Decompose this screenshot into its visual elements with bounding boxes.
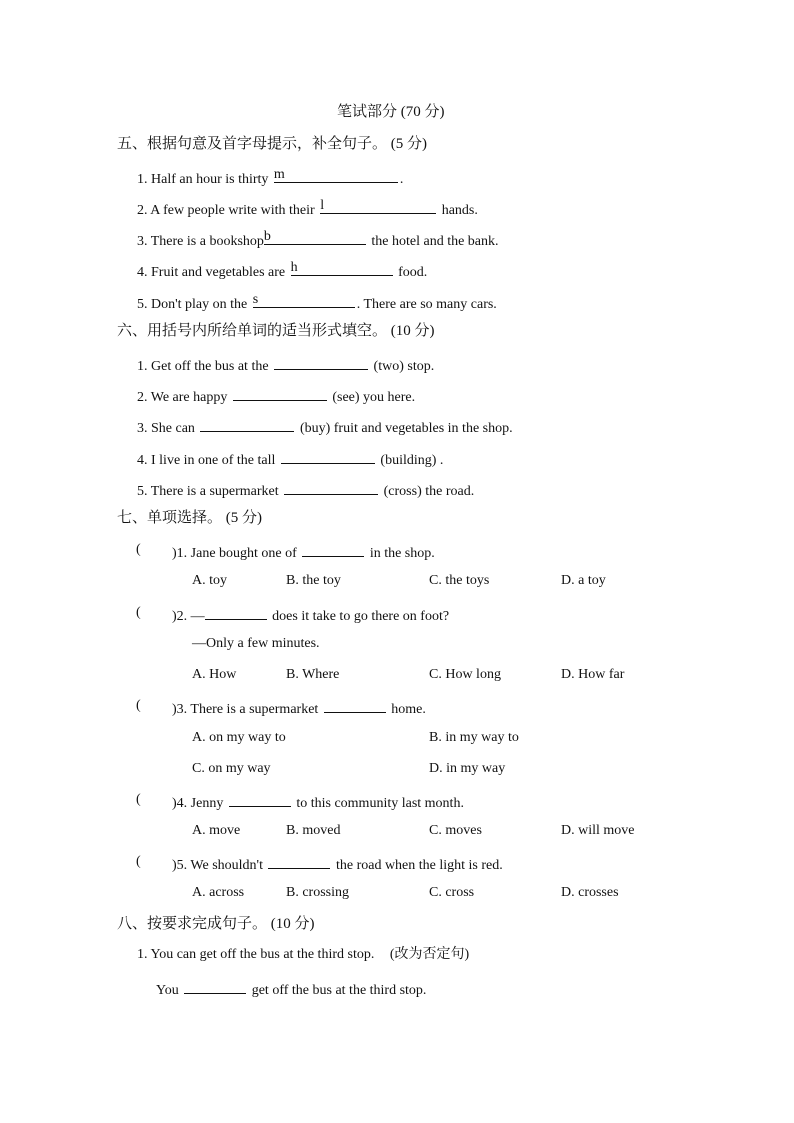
s5-q1-blank[interactable]: m (274, 167, 398, 183)
s5-question-2: 2. A few people write with their l hands. (137, 198, 478, 218)
s5-q4-blank[interactable]: h (291, 260, 393, 276)
s7-q4-paren[interactable]: ( (136, 792, 141, 807)
s5-q3-blank[interactable]: b (264, 229, 366, 245)
s6-q4-blank[interactable] (281, 448, 375, 464)
s6-question-3: 3. She can (buy) fruit and vegetables in the shop. (137, 416, 513, 438)
s8-q1-blank[interactable] (184, 978, 246, 994)
section-8-heading: 八、按要求完成句子。 (10 分) (117, 916, 315, 932)
s5-q2-blank[interactable]: l (320, 198, 436, 214)
s5-q5-blank[interactable]: s (253, 292, 355, 308)
s7-q5-blank (268, 853, 330, 869)
s7-question-1: )1. Jane bought one of in the shop. (172, 541, 435, 563)
s7-q5-option-d[interactable]: D. crosses (561, 885, 619, 900)
s5-question-4: 4. Fruit and vegetables are h food. (137, 260, 428, 280)
s7-q2-reply: —Only a few minutes. (192, 636, 320, 651)
s7-question-3: )3. There is a supermarket home. (172, 697, 426, 719)
s7-q2-blank (205, 604, 267, 620)
section-6-heading: 六、用括号内所给单词的适当形式填空。 (10 分) (117, 323, 435, 339)
s7-q1-option-b[interactable]: B. the toy (286, 573, 341, 588)
s6-q1-blank[interactable] (274, 354, 368, 370)
s7-q5-option-c[interactable]: C. cross (429, 885, 475, 900)
s5-question-1: 1. Half an hour is thirty m . (137, 167, 404, 187)
s7-q5-option-b[interactable]: B. crossing (286, 885, 349, 900)
s7-q1-option-c[interactable]: C. the toys (429, 573, 490, 588)
s7-q2-option-c[interactable]: C. How long (429, 667, 501, 682)
page-title: 笔试部分 (70 分) (337, 104, 445, 120)
s7-q1-option-d[interactable]: D. a toy (561, 573, 606, 588)
s7-q3-option-c[interactable]: C. on my way (192, 761, 271, 776)
s6-question-2: 2. We are happy (see) you here. (137, 385, 415, 407)
s7-question-4: )4. Jenny to this community last month. (172, 791, 464, 813)
s6-q5-blank[interactable] (284, 479, 378, 495)
s7-q3-paren[interactable]: ( (136, 698, 141, 713)
s7-q2-option-a[interactable]: A. How (192, 667, 237, 682)
s7-q2-paren[interactable]: ( (136, 605, 141, 620)
s6-q3-blank[interactable] (200, 416, 294, 432)
s7-q1-option-a[interactable]: A. toy (192, 573, 227, 588)
s8-q1-requirement: (改为否定句) (389, 947, 470, 962)
s7-q4-option-a[interactable]: A. move (192, 823, 241, 838)
s6-question-4: 4. I live in one of the tall (building) . (137, 448, 443, 470)
s7-q2-option-d[interactable]: D. How far (561, 667, 625, 682)
s7-q1-blank (302, 541, 364, 557)
s7-question-5: )5. We shouldn't the road when the light is red. (172, 853, 503, 875)
s7-q4-option-b[interactable]: B. moved (286, 823, 341, 838)
s7-q4-option-d[interactable]: D. will move (561, 823, 635, 838)
section-5-heading: 五、根据句意及首字母提示，补全句子。 (5 分) (117, 136, 427, 152)
s7-q5-paren[interactable]: ( (136, 854, 141, 869)
s5-question-3: 3. There is a bookshop b the hotel and the bank. (137, 229, 499, 249)
s7-q3-blank (324, 697, 386, 713)
s8-question-1: 1. You can get off the bus at the third stop. (改为否定句) (137, 947, 470, 962)
s6-question-1: 1. Get off the bus at the (two) stop. (137, 354, 434, 376)
s7-q3-option-b[interactable]: B. in my way to (429, 730, 519, 745)
s7-question-2: )2. — does it take to go there on foot? (172, 604, 449, 626)
s7-q4-option-c[interactable]: C. moves (429, 823, 482, 838)
s7-q5-option-a[interactable]: A. across (192, 885, 245, 900)
s8-answer-1: You get off the bus at the third stop. (156, 978, 426, 1000)
s7-q1-paren[interactable]: ( (136, 542, 141, 557)
s7-q3-option-d[interactable]: D. in my way (429, 761, 506, 776)
s7-q3-option-a[interactable]: A. on my way to (192, 730, 286, 745)
s7-q4-blank (229, 791, 291, 807)
s6-q2-blank[interactable] (233, 385, 327, 401)
s5-question-5: 5. Don't play on the s . There are so many cars. (137, 292, 497, 312)
s6-question-5: 5. There is a supermarket (cross) the road. (137, 479, 474, 501)
s7-q2-option-b[interactable]: B. Where (286, 667, 340, 682)
section-7-heading: 七、单项选择。 (5 分) (117, 510, 262, 526)
